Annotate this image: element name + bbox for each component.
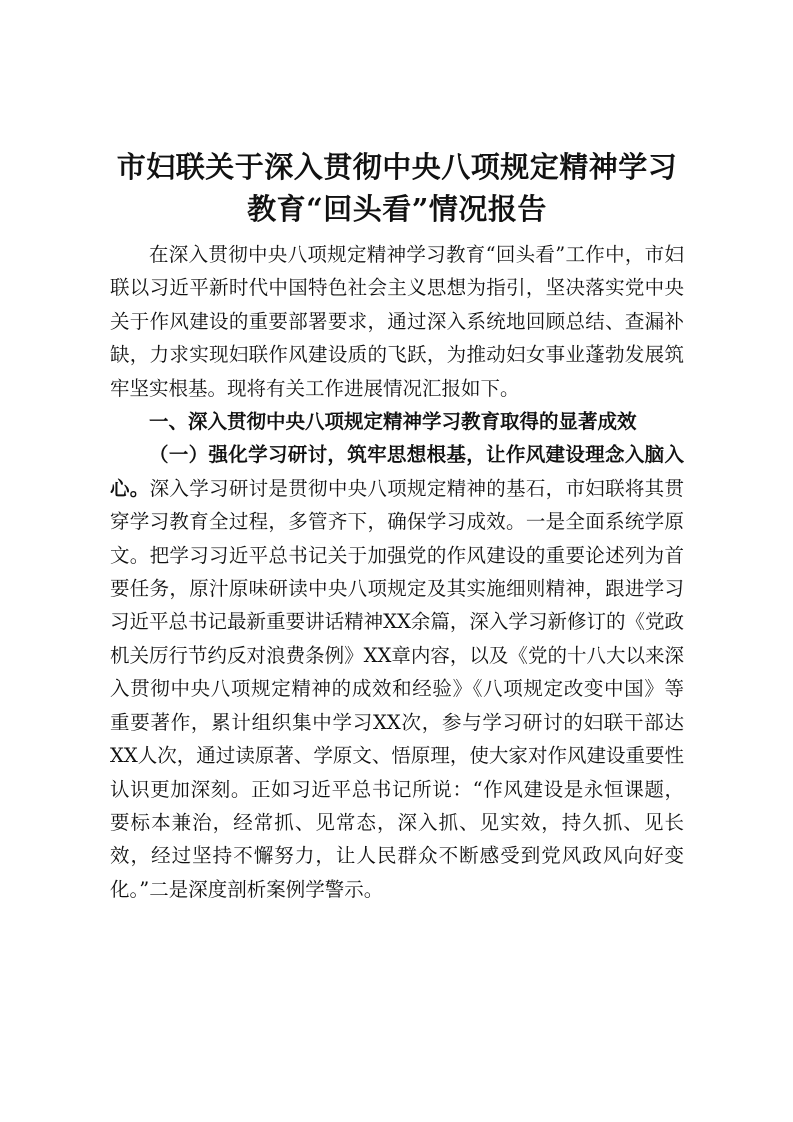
subsection-heading: （一）强化学习研讨，筑牢思想根基，让作风建设理念入脑入心。 xyxy=(110,443,684,500)
subsection-body: 深入学习研讨是贯彻中央八项规定精神的基石，市妇联将其贯穿学习教育全过程，多管齐下，确保学习成效。一是全面系统学原文。把学习习近平总书记关于加强党的作风建设的重要论述列为首要任务，原汁原味研读中央八项规定及其实施细则精神，跟进学习习近平总书记最新重要讲话精神XX余篇，深入学习新修订的《党政机关厉行节约反对浪费条例》XX章内容，以及《党的十八大以来深入贯彻中央八项规定精神的成效和经验》《八项规定改变中国》等重要著作，累计组织集中学习XX次，参与学习研讨的妇联干部达XX人次，通过读原著、学原文、悟原理，使大家对作风建设重要性认识更加深刻。正如习近平总书记所说：“作风建设是永恒课题，要标本兼治，经常抓、见常态，深入抓、见实效，持久抓、见长效，经过坚持不懈努力，让人民群众不断感受到党风政风向好变化。”二是深度剖析案例学警示。 xyxy=(110,476,684,901)
subsection-paragraph xyxy=(110,438,684,906)
section-heading: 一、深入贯彻中央八项规定精神学习教育取得的显著成效 xyxy=(149,410,637,434)
intro-paragraph: 在深入贯彻中央八项规定精神学习教育“回头看”工作中，市妇联以习近平新时代中国特色社会主义思想为指引，坚决落实党中央关于作风建设的重要部署要求，通过深入系统地回顾总结、查漏补缺，力求实现妇联作风建设质的飞跃，为推动妇女事业蓬勃发展筑牢坚实根基。现将有关工作进展情况汇报如下。 xyxy=(110,243,684,400)
document-page xyxy=(110,146,684,906)
document-title: 市妇联关于深入贯彻中央八项规定精神学习教育“回头看”情况报告 xyxy=(116,150,678,226)
